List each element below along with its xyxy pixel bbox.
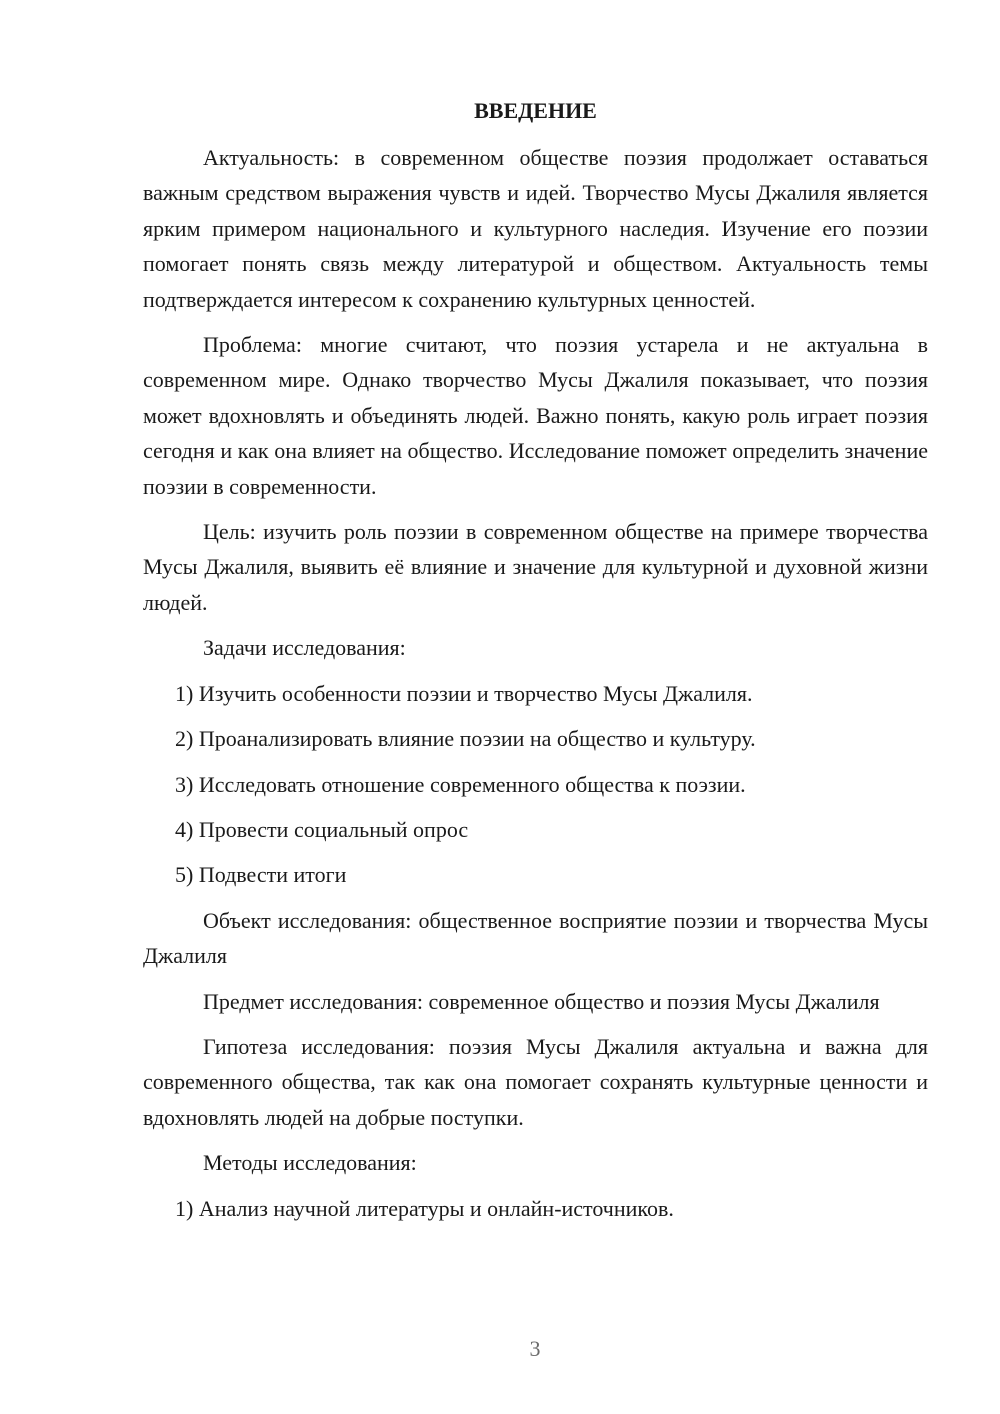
- task-item: 5) Подвести итоги: [175, 862, 347, 888]
- goal-paragraph: Цель: изучить роль поэзии в современном обществе на примере творчества Мусы Джалиля, выявить её влияние и значение для культурной и духовной жизни людей.: [143, 519, 928, 615]
- tasks-list: [143, 676, 928, 893]
- relevance-paragraph: Актуальность: в современном обществе поэзия продолжает оставаться важным средством выражения чувств и идей. Творчество Мусы Джалиля является ярким примером национального и культурного наследия. Изучение его поэзии помогает понять связь между литературой и обществом. Актуальность темы подтверждается интересом к сохранению культурных ценностей.: [143, 145, 928, 312]
- section-title: ВВЕДЕНИЕ: [474, 98, 597, 123]
- tasks-heading: Задачи исследования:: [203, 635, 406, 661]
- object-paragraph: Объект исследования: общественное восприятие поэзии и творчества Мусы Джалиля: [143, 907, 928, 969]
- task-item: 1) Изучить особенности поэзии и творчество Мусы Джалиля.: [175, 680, 753, 706]
- page-number: 3: [529, 1336, 541, 1361]
- methods-heading: Методы исследования:: [203, 1150, 417, 1176]
- task-item: 4) Провести социальный опрос: [175, 816, 469, 842]
- subject-paragraph: Предмет исследования: современное общество и поэзия Мусы Джалиля: [203, 988, 880, 1014]
- page-content: [143, 96, 928, 1226]
- method-item: 1) Анализ научной литературы и онлайн-источников.: [175, 1195, 674, 1221]
- task-item: 2) Проанализировать влияние поэзии на общество и культуру.: [175, 726, 756, 752]
- hypothesis-paragraph: Гипотеза исследования: поэзия Мусы Джалиля актуальна и важна для современного общества, так как она помогает сохранять культурные ценности и вдохновлять людей на добрые поступки.: [143, 1033, 928, 1130]
- task-item: 3) Исследовать отношение современного общества к поэзии.: [175, 771, 746, 797]
- methods-list: [143, 1191, 928, 1226]
- problem-paragraph: Проблема: многие считают, что поэзия устарела и не актуальна в современном мире. Однако творчество Мусы Джалиля показывает, что поэзия может вдохновлять и объединять людей. Важно понять, какую роль играет поэзия сегодня и как она влияет на общество. Исследование поможет определить значение поэзии в современности.: [143, 332, 928, 499]
